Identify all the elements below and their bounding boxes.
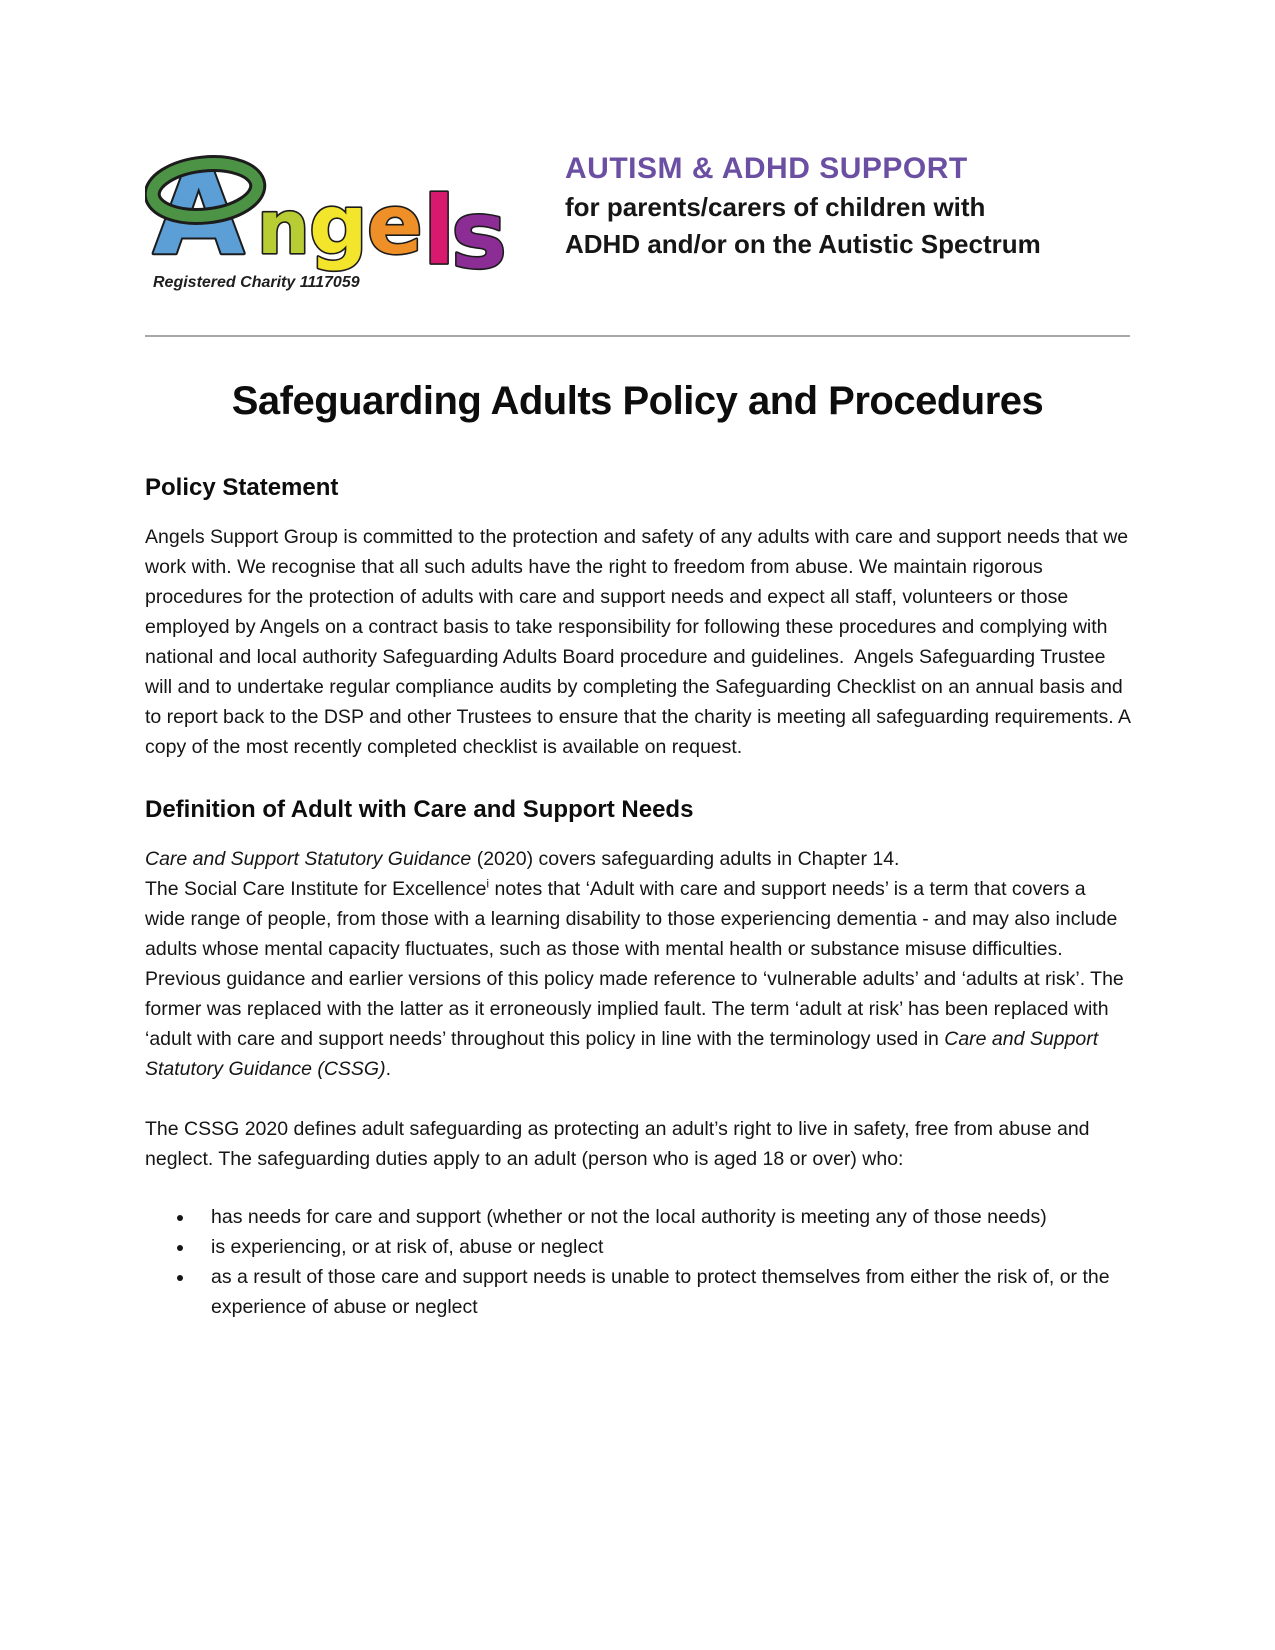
policy-statement-heading: Policy Statement [145, 474, 339, 501]
registered-charity-label: Registered Charity 1117059 [153, 274, 360, 291]
org-text-block [565, 143, 1041, 263]
definition-paragraph-2: The CSSG 2020 defines adult safeguarding as protecting an adult’s right to live in safety, free from abuse and neglect. The safeguarding duties apply to an adult (person who is aged 18 or over) who: [145, 1118, 1095, 1170]
definition-paragraph-1 [145, 844, 1130, 1084]
logo-letter-s-icon: s [451, 181, 507, 290]
policy-statement-paragraph: Angels Support Group is committed to the protection and safety of any adults with care and support needs that we work with. We recognise that all such adults have the right to freedom from abuse. We maintain rigorous procedures for the protection of adults with care and support needs and expect all staff, volunteers or those employed by Angels on a contract basis to take responsibility for following these procedures and complying with national and local authority Safeguarding Adults Board procedure and guidelines. Angels Safeguarding Trustee will and to undertake regular compliance audits by completing the Safeguarding Checklist on an annual basis and to report back to the DSP and other Trustees to ensure that the charity is meeting all safeguarding requirements. A copy of the most recently completed checklist is available on request. [145, 526, 1136, 758]
definition-section [145, 796, 1130, 1322]
safeguarding-criteria-list [145, 1202, 1130, 1322]
header-divider [145, 335, 1130, 337]
definition-p1-line2-rest: notes that ‘Adult with care and support needs’ is a term that covers a wide range of people, from those with a learning disability to those experiencing dementia - and may also include adults whose mental capacity fluctuates, such as those with mental health or substance misuse difficulties. Previous guidance and earlier versions of this policy made reference to ‘vulnerable adults’ and ‘adults at risk’. The former was replaced with the latter as it erroneously implied fault. The term ‘adult at risk’ has been replaced with ‘adult with care and support needs’ throughout this policy in line with the terminology used in [145, 878, 1130, 1050]
logo-letter-a-icon: A [153, 143, 245, 281]
italic-guidance-lead: Care and Support Statutory Guidance [145, 848, 472, 870]
angels-logo-graphic [145, 143, 537, 295]
angels-logo [145, 143, 537, 295]
org-tagline-line2: ADHD and/or on the Autistic Spectrum [565, 229, 1041, 259]
logo-letter-g-icon: g [309, 178, 368, 273]
org-tagline-line1: for parents/carers of children with [565, 192, 986, 222]
letterhead [145, 143, 1130, 295]
list-item: • is experiencing, or at risk of, abuse or neglect [195, 1232, 1130, 1262]
policy-statement-section [145, 474, 1136, 762]
endnote-marker: i [486, 876, 490, 891]
logo-letter-e-icon: e [367, 178, 423, 273]
definition-heading: Definition of Adult with Care and Support Needs [145, 796, 694, 823]
logo-letter-l-icon: l [423, 177, 456, 286]
definition-p1-closing: . [385, 1058, 392, 1080]
definition-p1-line2-start: The Social Care Institute for Excellence [145, 878, 487, 900]
definition-p1-after-lead: (2020) covers safeguarding adults in Chapter 14. [471, 848, 900, 870]
org-title: AUTISM & ADHD SUPPORT [565, 152, 968, 185]
list-item: • as a result of those care and support needs is unable to protect themselves from either the risk of, or the experience of abuse or neglect [195, 1262, 1130, 1322]
italic-guidance-tail: Care and Support Statutory Guidance (CSSG) [145, 1028, 1104, 1080]
logo-letter-n-icon: n [257, 185, 310, 271]
list-item: • has needs for care and support (whether or not the local authority is meeting any of those needs) [195, 1202, 1130, 1232]
page-title: Safeguarding Adults Policy and Procedures [231, 379, 1044, 423]
